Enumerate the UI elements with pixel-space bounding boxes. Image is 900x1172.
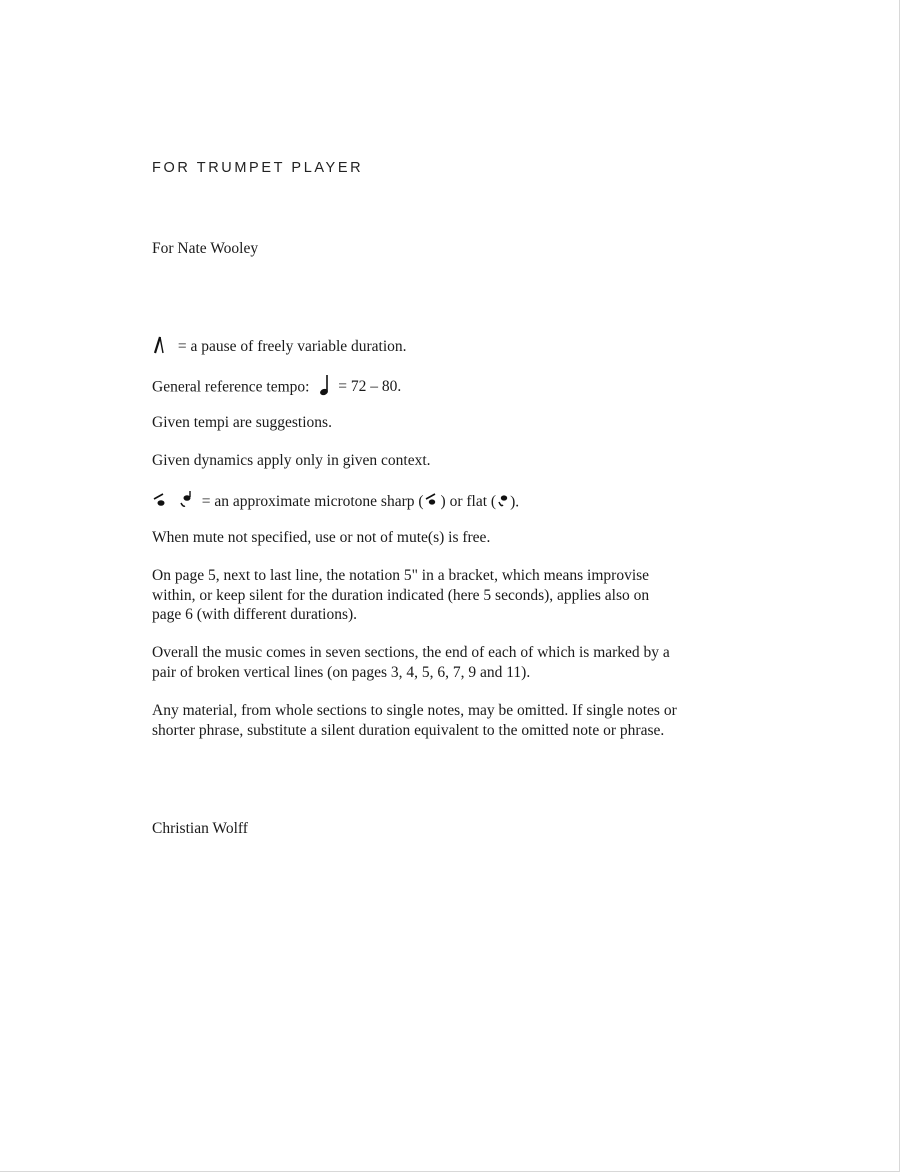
microtone-sharp-icon [152,491,168,515]
quarter-note-icon [319,374,331,402]
page5-line-3: page 6 (with different durations). [152,606,358,623]
tempo-note [152,374,401,402]
omit-line-2: shorter phrase, substitute a silent duration equivalent to the omitted note or phrase. [152,721,665,739]
page5-note [152,566,752,625]
microtone-flat-icon [178,490,194,516]
sections-note [152,643,752,682]
microtone-end: ). [510,493,520,511]
microtone-note [152,490,519,516]
omit-line-1: Any material, from whole sections to single notes, may be omitted. If single notes or [152,702,677,719]
mute-note: When mute not specified, use or not of mute(s) is free. [152,529,491,546]
dynamics-note: Given dynamics apply only in given context. [152,452,431,469]
sections-line-1: Overall the music comes in seven sections, the end of each of which is marked by a [152,644,670,661]
tempo-label: General reference tempo: [152,378,310,396]
omit-note [152,701,752,740]
microtone-flat-inline-icon [496,490,510,516]
composer-signature: Christian Wolff [152,820,248,837]
microtone-text: = an approximate microtone sharp ( [201,493,424,511]
page5-line-1: On page 5, next to last line, the notation 5" in a bracket, which means improvise [152,567,650,584]
microtone-mid: ) or flat ( [440,493,497,511]
tempo-value: = 72 – 80. [338,378,402,396]
pause-symbol-icon [152,335,166,361]
tempi-note: Given tempi are suggestions. [152,414,332,431]
sections-line-2: pair of broken vertical lines (on pages 3, 4, 5, 6, 7, 9 and 11). [152,663,531,681]
dedication: For Nate Wooley [152,240,259,257]
pause-description: = a pause of freely variable duration. [177,338,407,356]
page-title: FOR TRUMPET PLAYER [152,160,364,176]
page5-line-2: within, or keep silent for the duration indicated (here 5 seconds), applies also on [152,586,650,604]
pause-note [152,335,407,361]
microtone-sharp-inline-icon [424,492,438,514]
